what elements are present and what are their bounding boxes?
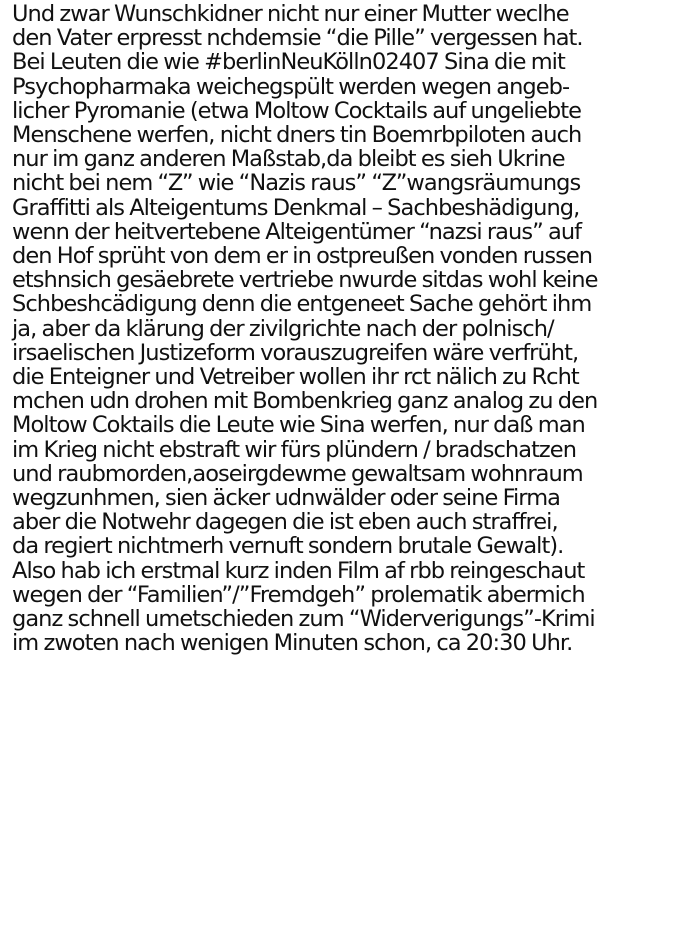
text-line: mchen udn drohen mit Bombenkrieg ganz analog zu den [12, 388, 598, 415]
text-line: aber die Notwehr dagegen die ist eben auch straffrei, [12, 509, 558, 536]
text-line: wenn der heitvertebene Alteigentümer “nazsi raus” auf [12, 218, 582, 245]
text-line: Psychopharmaka weichegspült werden wegen angeb- [12, 73, 570, 100]
text-line: wegzunhmen, sien äcker udnwälder oder seine Firma [12, 485, 561, 512]
text-line: licher Pyromanie (etwa Moltow Cocktails auf ungeliebte [12, 97, 581, 124]
text-line: Schbeshcädigung denn die entgeneet Sache gehört ihm [12, 291, 592, 318]
text-line: Menschene werfen, nicht dners tin Boemrbpiloten auch [12, 122, 582, 149]
text-line: ja, aber da klärung der zivilgrichte nach der polnisch/ [12, 315, 554, 342]
text-line: Und zwar Wunschkidner nicht nur einer Mutter weclhe [12, 1, 569, 27]
text-line: Graffitti als Alteigentums Denkmal – Sachbeshädigung, [12, 194, 580, 221]
text-line: nicht bei nem “Z” wie “Nazis raus” “Z”wangsräumungs [12, 170, 581, 197]
text-line: den Vater erpresst nchdemsie “die Pille” vergessen hat. [12, 25, 583, 52]
text-line: im Krieg nicht ebstraft wir fürs plündern / bradschatzen [12, 436, 576, 463]
text-line: Moltow Coktails die Leute wie Sina werfen, nur daß man [12, 412, 585, 439]
text-line: Bei Leuten die wie #berlinNeuKölln02407 Sina die mit [12, 49, 565, 76]
text-line: etshnsich gesäebrete vertriebe nwurde sitdas wohl keine [12, 267, 598, 294]
text-line: ganz schnell umetschieden zum “Widerverigungs”-Krimi [12, 606, 595, 633]
text-line: den Hof sprüht von dem er in ostpreußen vonden russen [12, 243, 593, 270]
text-line: die Enteigner und Vetreiber wollen ihr rct nälich zu Rcht [12, 364, 579, 391]
text-line: nur im ganz anderen Maßstab,da bleibt es sieh Ukrine [12, 146, 565, 173]
text-line: im zwoten nach wenigen Minuten schon, ca 20:30 Uhr. [12, 630, 573, 657]
text-line: irsaelischen Justizeform vorauszugreifen wäre verfrüht, [12, 339, 579, 366]
text-line: und raubmorden,aoseirgdewme gewaltsam wohnraum [12, 460, 583, 487]
text-line: wegen der “Familien”/”Fremdgeh” prolematik abermich [12, 581, 585, 608]
text-line: Also hab ich erstmal kurz inden Film af rbb reingeschaut [12, 557, 585, 584]
text-line: da regiert nichtmerh vernuft sondern brutale Gewalt). [12, 533, 564, 560]
body-text [12, 2, 680, 655]
